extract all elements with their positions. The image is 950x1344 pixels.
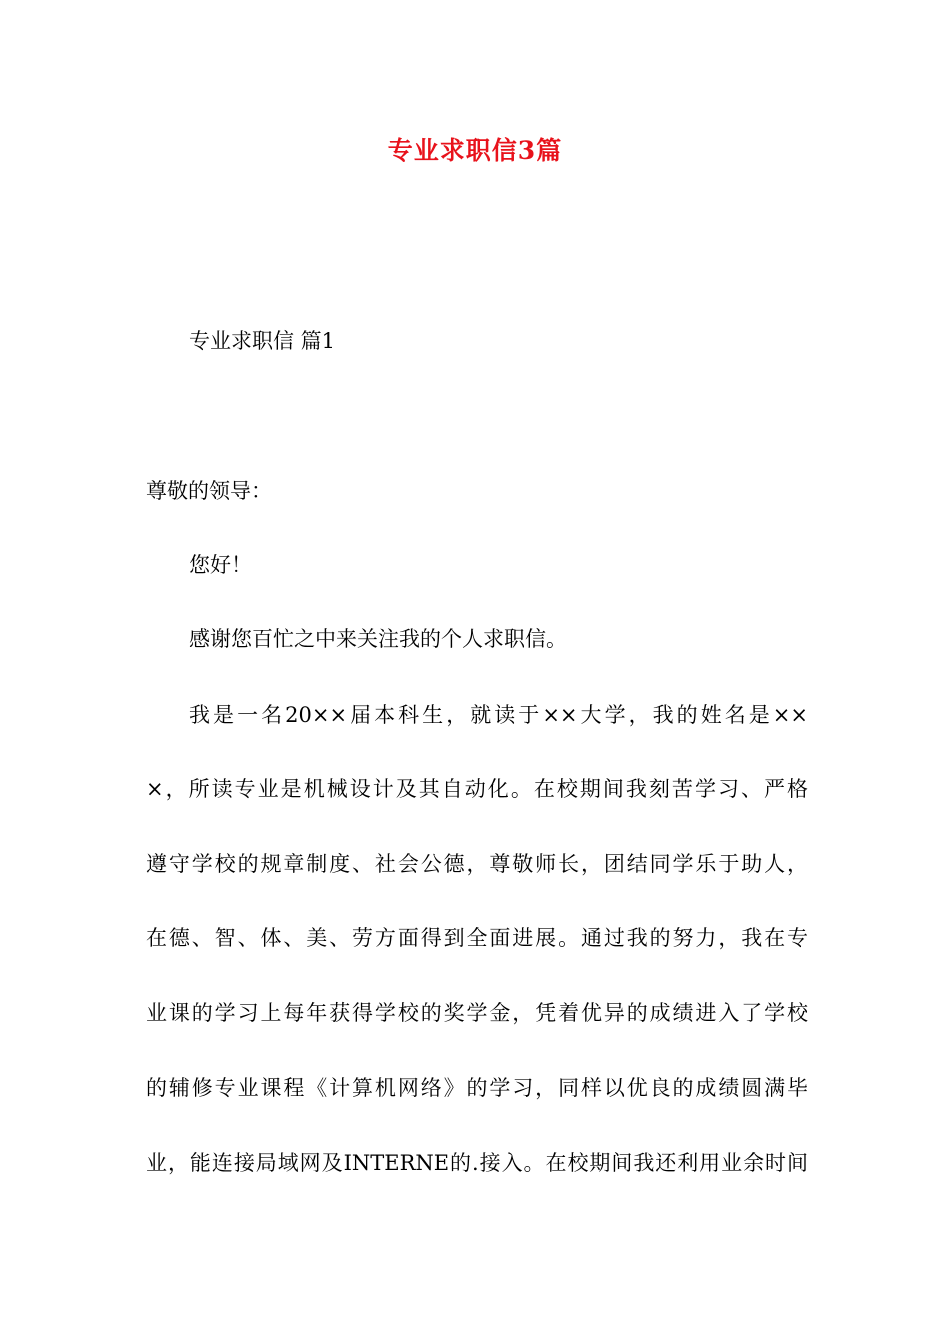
paragraph-line: 的辅修专业课程《计算机网络》的学习，同样以优良的成绩圆满毕: [146, 1076, 808, 1100]
paragraph-1: 感谢您百忙之中来关注我的个人求职信。: [189, 627, 567, 651]
section-heading: 专业求职信 篇1: [189, 329, 336, 353]
paragraph-line: 业，能连接局域网及INTERNE的.接入。在校期间我还利用业余时间: [146, 1151, 808, 1175]
paragraph-line: 在德、智、体、美、劳方面得到全面进展。通过我的努力，我在专: [146, 926, 808, 950]
paragraph-line: ×，所读专业是机械设计及其自动化。在校期间我刻苦学习、严格: [146, 777, 808, 801]
paragraph-line: 遵守学校的规章制度、社会公德，尊敬师长，团结同学乐于助人，: [146, 852, 808, 876]
salutation: 尊敬的领导：: [146, 479, 272, 503]
document-title: 专业求职信3篇: [387, 136, 563, 165]
paragraph-line: 我是一名20××届本科生，就读于××大学，我的姓名是××: [189, 703, 808, 727]
paragraph-line: 业课的学习上每年获得学校的奖学金，凭着优异的成绩进入了学校: [146, 1001, 808, 1025]
greeting: 您好！: [189, 553, 252, 577]
